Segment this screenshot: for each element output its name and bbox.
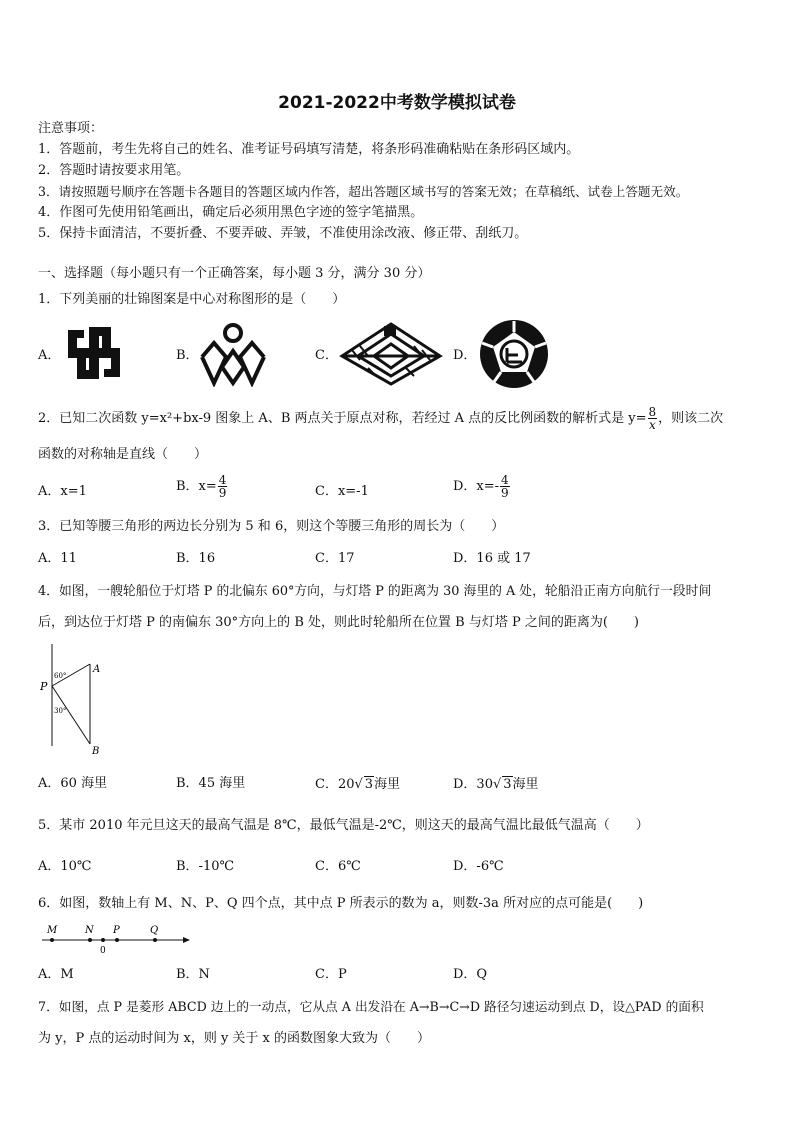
notice-item: 2．答题时请按要求用笔。 xyxy=(38,163,190,178)
q4-label-p: P xyxy=(40,680,48,693)
q6-option-d: D．Q xyxy=(453,967,488,982)
q4-option-c-suffix: 海里 xyxy=(374,777,401,792)
q2-stem-part1: 2．已知二次函数 y=x²+bx-9 图象上 A、B 两点关于原点对称，若经过 A 点的反比例函数的解析式是 y= xyxy=(38,410,647,426)
q2-option-d-numerator: 4 xyxy=(501,473,509,487)
question-3-stem: 3．已知等腰三角形的两边长分别为 5 和 6，则这个等腰三角形的周长为（ ） xyxy=(38,519,505,534)
q1-option-c-figure xyxy=(338,320,444,388)
q1-option-a-label: A． xyxy=(38,348,61,363)
q2-option-d-denominator: 9 xyxy=(501,486,509,500)
q6-label-n: N xyxy=(85,925,94,936)
q3-option-d: D．16 或 17 xyxy=(453,551,531,566)
q2-option-b xyxy=(176,474,228,499)
q4-option-d-sqrt-sign: √ xyxy=(492,777,502,792)
q4-option-c-sqrt-sign: √ xyxy=(354,777,363,792)
q5-option-d: D．-6℃ xyxy=(453,859,504,874)
q3-option-a: A．11 xyxy=(38,551,77,566)
q2-option-b-prefix: B．x= xyxy=(176,478,217,494)
notice-item: 4．作图可先使用铅笔画出，确定后必须用黑色字迹的签字笔描黑。 xyxy=(38,205,424,220)
q4-option-c-prefix: C．20 xyxy=(315,777,355,792)
q3-option-c: C．17 xyxy=(315,551,355,566)
question-4-line2: 后，到达位于灯塔 P 的南偏东 30°方向上的 B 处，则此时轮船所在位置 B 与灯塔 P 之间的距离为( ) xyxy=(38,615,639,630)
notice-item: 5．保持卡面清洁，不要折叠、不要弄破、弄皱，不准使用涂改液、修正带、刮纸刀。 xyxy=(38,226,528,241)
q6-option-b: B．N xyxy=(176,967,210,982)
q1-option-a-figure xyxy=(62,320,126,386)
question-5-stem: 5．某市 2010 年元旦这天的最高气温是 8℃，最低气温是-2℃，则这天的最高气温比最低气温高（ ） xyxy=(38,818,649,833)
q6-label-zero: 0 xyxy=(100,946,106,956)
q6-option-c: C．P xyxy=(315,967,347,982)
question-1-stem: 1．下列美丽的壮锦图案是中心对称图形的是（ ） xyxy=(38,292,346,307)
q1-option-c-label: C． xyxy=(315,348,338,363)
q6-label-q: Q xyxy=(150,925,159,936)
question-2-line1 xyxy=(38,406,723,431)
q4-option-d-prefix: D．30 xyxy=(453,777,493,792)
question-7-line2: 为 y，P 点的运动时间为 x，则 y 关于 x 的函数图象大致为（ ） xyxy=(38,1031,431,1046)
q3-option-b: B．16 xyxy=(176,551,216,566)
question-6-stem: 6．如图，数轴上有 M、N、P、Q 四个点，其中点 P 所表示的数为 a，则数-3a 所对应的点可能是( ) xyxy=(38,896,644,911)
q4-label-a: A xyxy=(93,664,101,675)
q4-angle-60: 60° xyxy=(54,672,67,680)
q5-option-a: A．10℃ xyxy=(38,859,92,874)
q4-option-a: A．60 海里 xyxy=(38,776,108,791)
q1-option-b-figure xyxy=(198,321,268,387)
q2-option-b-fraction xyxy=(218,474,228,499)
q2-option-c: C．x=-1 xyxy=(315,484,369,499)
q2-fraction-denominator: x xyxy=(648,418,656,432)
q5-option-b: B．-10℃ xyxy=(176,859,235,874)
q2-option-d-fraction xyxy=(500,474,510,499)
question-7-line1: 7．如图，点 P 是菱形 ABCD 边上的一动点，它从点 A 出发沿在 A→B→C→D 路径匀速运动到点 D，设△PAD 的面积 xyxy=(38,999,704,1014)
q6-option-a: A．M xyxy=(38,967,74,982)
q4-angle-30: 30° xyxy=(54,707,67,715)
q2-option-a: A．x=1 xyxy=(38,484,87,499)
q2-fraction xyxy=(648,406,658,431)
q2-option-b-numerator: 4 xyxy=(218,473,227,487)
notice-heading: 注意事项： xyxy=(38,121,104,136)
q4-option-d xyxy=(453,776,539,793)
question-2-line2: 函数的对称轴是直线（ ） xyxy=(38,447,208,462)
notice-item: 1．答题前，考生先将自己的姓名、准考证号码填写清楚，将条形码准确粘贴在条形码区域内。 xyxy=(38,142,580,157)
q4-option-c-radicand: 3 xyxy=(364,777,374,792)
q1-option-d-figure xyxy=(478,318,550,390)
q6-label-p: P xyxy=(113,925,120,936)
q4-option-d-suffix: 海里 xyxy=(512,777,539,792)
q6-number-line xyxy=(40,920,192,956)
q6-label-m: M xyxy=(47,925,58,936)
page-title: 2021-2022中考数学模拟试卷 xyxy=(278,93,516,113)
q2-option-b-denominator: 9 xyxy=(218,486,227,500)
q1-option-b-label: B． xyxy=(176,348,199,363)
q4-figure xyxy=(40,640,110,760)
q2-stem-part2: ，则该二次 xyxy=(658,410,724,426)
q4-option-b: B．45 海里 xyxy=(176,776,246,791)
q2-option-d-prefix: D．x=- xyxy=(453,478,500,494)
q4-label-b: B xyxy=(92,746,100,757)
q4-option-c xyxy=(315,776,400,793)
section-heading: 一、选择题（每小题只有一个正确答案，每小题 3 分，满分 30 分） xyxy=(38,266,431,281)
q5-option-c: C．6℃ xyxy=(315,859,361,874)
q1-option-d-label: D． xyxy=(453,348,477,363)
question-4-line1: 4．如图，一艘轮船位于灯塔 P 的北偏东 60°方向，与灯塔 P 的距离为 30 海里的 A 处，轮船沿正南方向航行一段时间 xyxy=(38,584,712,599)
q2-fraction-numerator: 8 xyxy=(648,405,657,419)
q2-option-d xyxy=(453,474,511,499)
q4-option-d-radicand: 3 xyxy=(503,777,512,792)
notice-item: 3．请按照题号顺序在答题卡各题目的答题区域内作答，超出答题区域书写的答案无效；在草稿纸、试卷上答题无效。 xyxy=(38,184,689,199)
